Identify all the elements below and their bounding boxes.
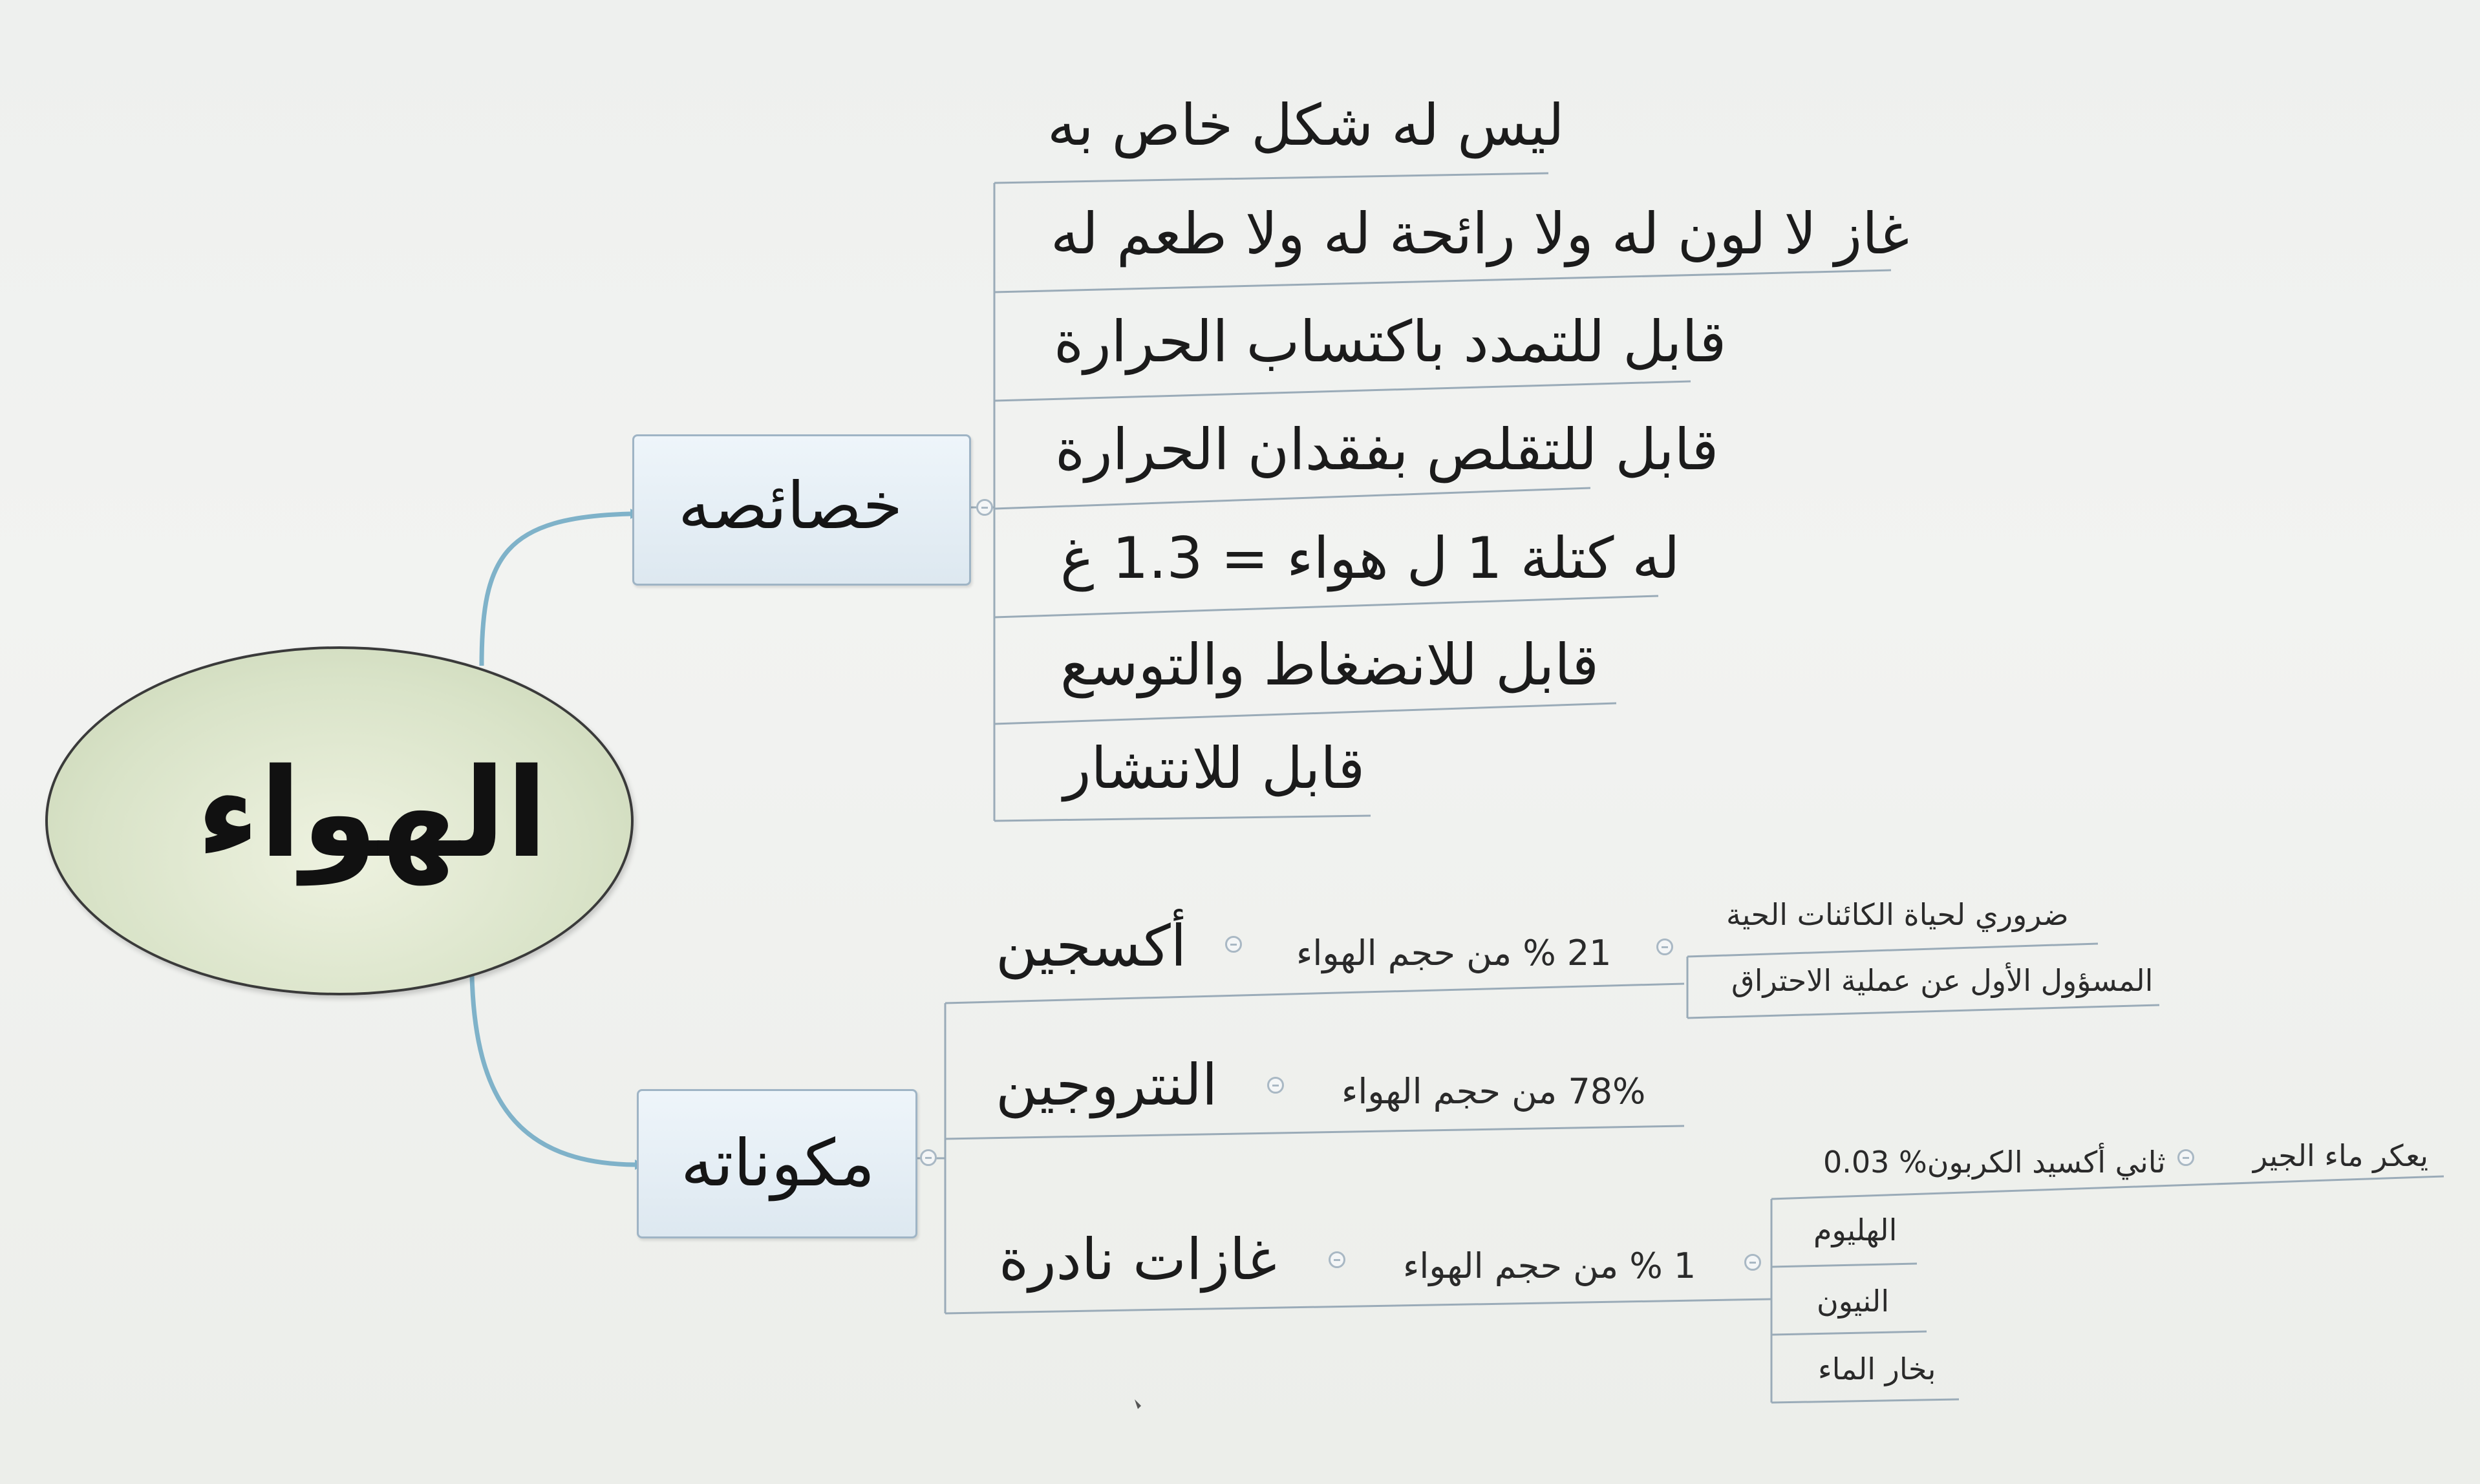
branch-properties[interactable] xyxy=(632,434,971,586)
nitrogen-label: النتروجين xyxy=(996,1052,1218,1118)
oxygen-note: ضروري لحياة الكائنات الحية xyxy=(1726,897,2069,932)
co2-label: ثاني أكسيد الكربون% 0.03 xyxy=(1823,1145,2166,1180)
collapse-rare-gases-icon[interactable] xyxy=(1329,1251,1345,1268)
property-item: قابل للتمدد باكتساب الحرارة xyxy=(1054,308,1727,375)
property-item: ليس له شكل خاص به xyxy=(1047,92,1565,158)
collapse-rare-gases-list-icon[interactable] xyxy=(1744,1254,1761,1271)
collapse-oxygen-notes-icon[interactable] xyxy=(1656,938,1673,955)
property-item: قابل للانتشار xyxy=(1064,735,1365,801)
branch-components[interactable] xyxy=(637,1089,917,1238)
oxygen-label: أكسجين xyxy=(996,913,1187,979)
collapse-properties-icon[interactable] xyxy=(976,499,993,516)
collapse-oxygen-icon[interactable] xyxy=(1225,936,1242,953)
co2-note: يعكر ماء الجير xyxy=(2253,1138,2429,1173)
property-item: له كتلة 1 ل هواء = 1.3 غ xyxy=(1060,525,1680,591)
nitrogen-amount: 78% من حجم الهواء xyxy=(1342,1071,1646,1112)
rare-gases-amount: 1 % من حجم الهواء xyxy=(1403,1246,1696,1286)
root-node[interactable] xyxy=(45,646,634,995)
rare-gases-label: غازات نادرة xyxy=(999,1226,1277,1293)
oxygen-note: المسؤول الأول عن عملية الاحتراق xyxy=(1731,963,2154,998)
rare-gas-item: النيون xyxy=(1817,1284,1890,1319)
oxygen-amount: 21 % من حجم الهواء xyxy=(1296,933,1612,973)
property-item: غاز لا لون له ولا رائحة له ولا طعم له xyxy=(1051,200,1909,267)
collapse-co2-icon[interactable] xyxy=(2177,1149,2194,1166)
property-item: قابل للانضغاط والتوسع xyxy=(1060,631,1599,698)
connector-components xyxy=(472,976,635,1165)
rare-gas-item: بخار الماء xyxy=(1818,1352,1936,1386)
branch-properties-label: خصائصه xyxy=(678,468,903,544)
rare-gas-item: الهليوم xyxy=(1813,1213,1897,1247)
branch-components-label: مكوناته xyxy=(681,1125,875,1201)
property-item: قابل للتقلص بفقدان الحرارة xyxy=(1055,416,1719,483)
collapse-nitrogen-icon[interactable] xyxy=(1267,1077,1284,1094)
collapse-components-icon[interactable] xyxy=(920,1149,937,1166)
connector-properties xyxy=(482,514,630,666)
root-label: الهواء xyxy=(197,742,548,885)
